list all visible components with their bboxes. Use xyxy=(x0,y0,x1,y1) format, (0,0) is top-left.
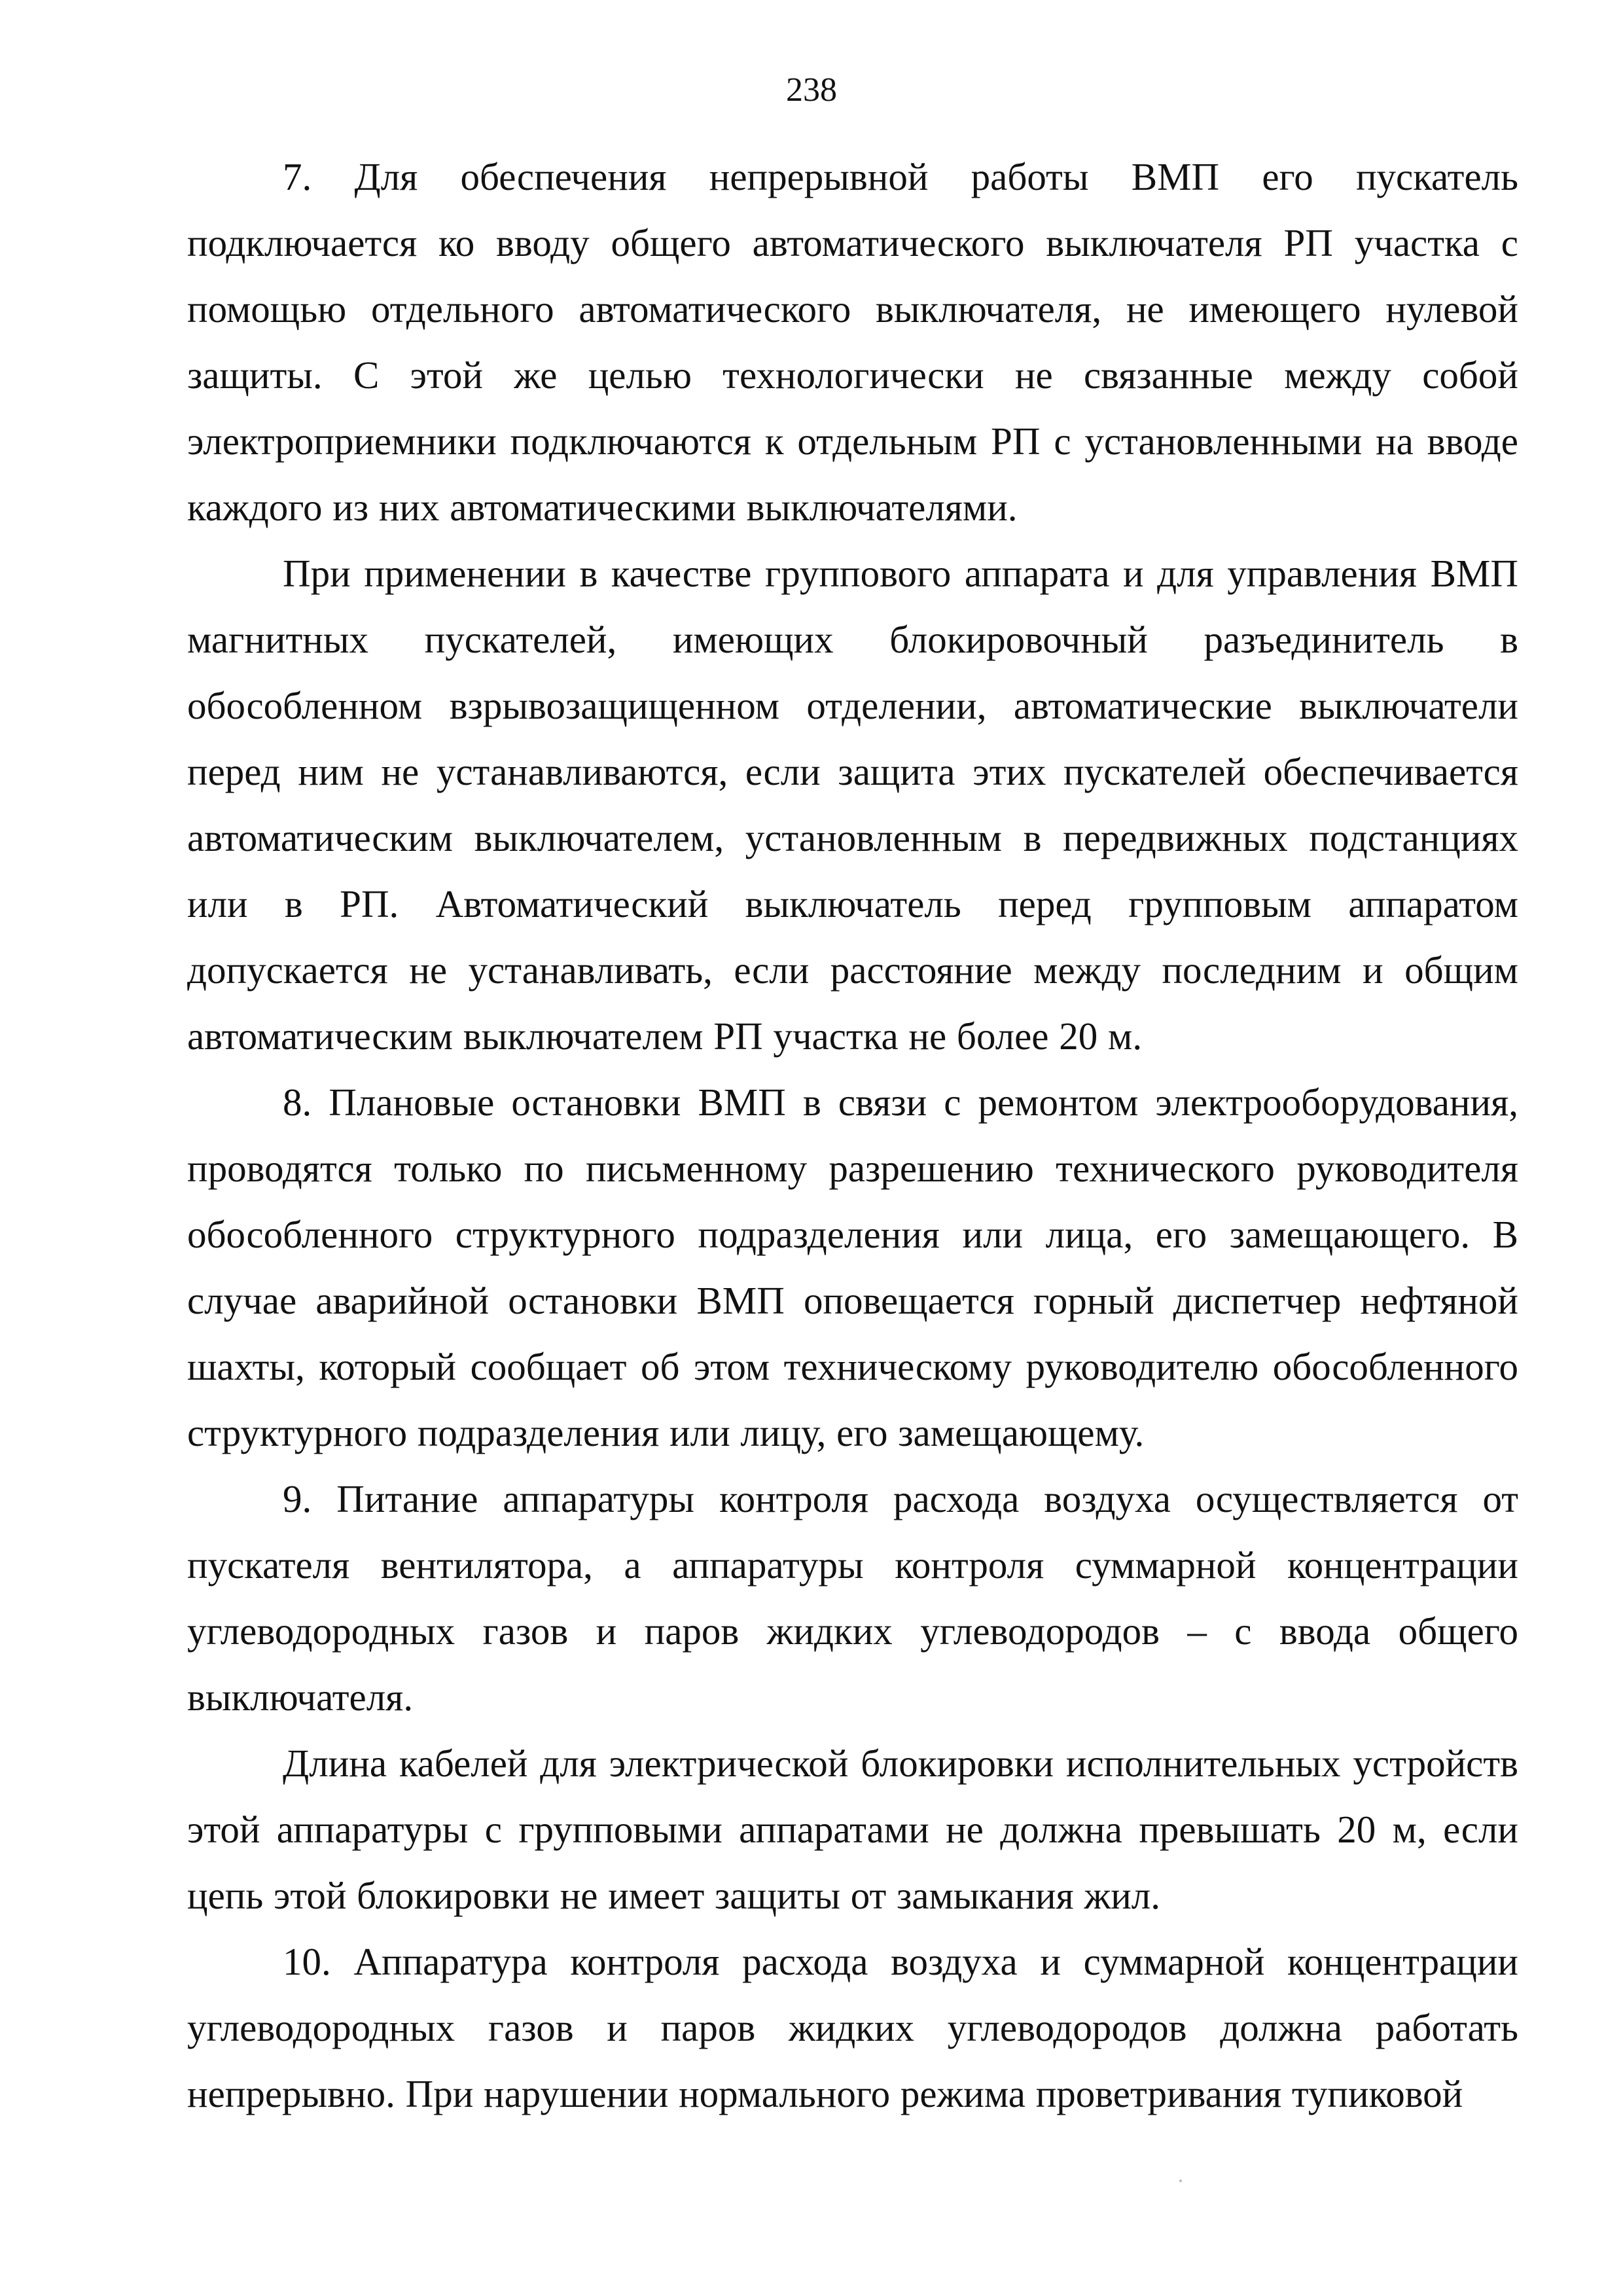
paragraph-10: 10. Аппаратура контроля расхода воздуха и суммарной концентрации углеводородных газов и паров жидких углеводородов должна работать непрерывно. При нарушении нормального режима проветривания тупиковой xyxy=(187,1940,1518,2115)
paragraph-9-continuation: Длина кабелей для электрической блокировки исполнительных устройств этой аппаратуры с групповыми аппаратами не должна превышать 20 м, если цепь этой блокировки не имеет защиты от замыкания жил. xyxy=(187,1742,1518,1917)
body-text xyxy=(187,144,1518,2127)
paragraph-9: 9. Питание аппаратуры контроля расхода воздуха осуществляется от пускателя вентилятора, а аппаратуры контроля суммарной концентрации углеводородных газов и паров жидких углеводородов – с ввода общего выключателя. xyxy=(187,1477,1518,1719)
paragraph-8: 8. Плановые остановки ВМП в связи с ремонтом электрооборудования, проводятся только по письменному разрешению технического руководителя обособленного структурного подразделения или лица, его замещающего. В случае аварийной остановки ВМП оповещается горный диспетчер нефтяной шахты, который сообщает об этом техническому руководителю обособленного структурного подразделения или лицу, его замещающему. xyxy=(187,1081,1518,1454)
paragraph-7: 7. Для обеспечения непрерывной работы ВМП его пускатель подключается ко вводу общего автоматического выключателя РП участка с помощью отдельного автоматического выключателя, не имеющего нулевой защиты. С этой же целью технологически не связанные между собой электроприемники подключаются к отдельным РП с установленными на вводе каждого из них автоматическими выключателями. xyxy=(187,155,1518,529)
scan-speck xyxy=(1179,2179,1182,2182)
page-number: 238 xyxy=(786,71,837,109)
paragraph-7-continuation: При применении в качестве группового аппарата и для управления ВМП магнитных пускателей, имеющих блокировочный разъединитель в обособленном взрывозащищенном отделении, автоматические выключатели перед ним не устанавливаются, если защита этих пускателей обеспечивается автоматическим выключателем, установленным в передвижных подстанциях или в РП. Автоматический выключатель перед групповым аппаратом допускается не устанавливать, если расстояние между последним и общим автоматическим выключателем РП участка не более 20 м. xyxy=(187,552,1518,1058)
